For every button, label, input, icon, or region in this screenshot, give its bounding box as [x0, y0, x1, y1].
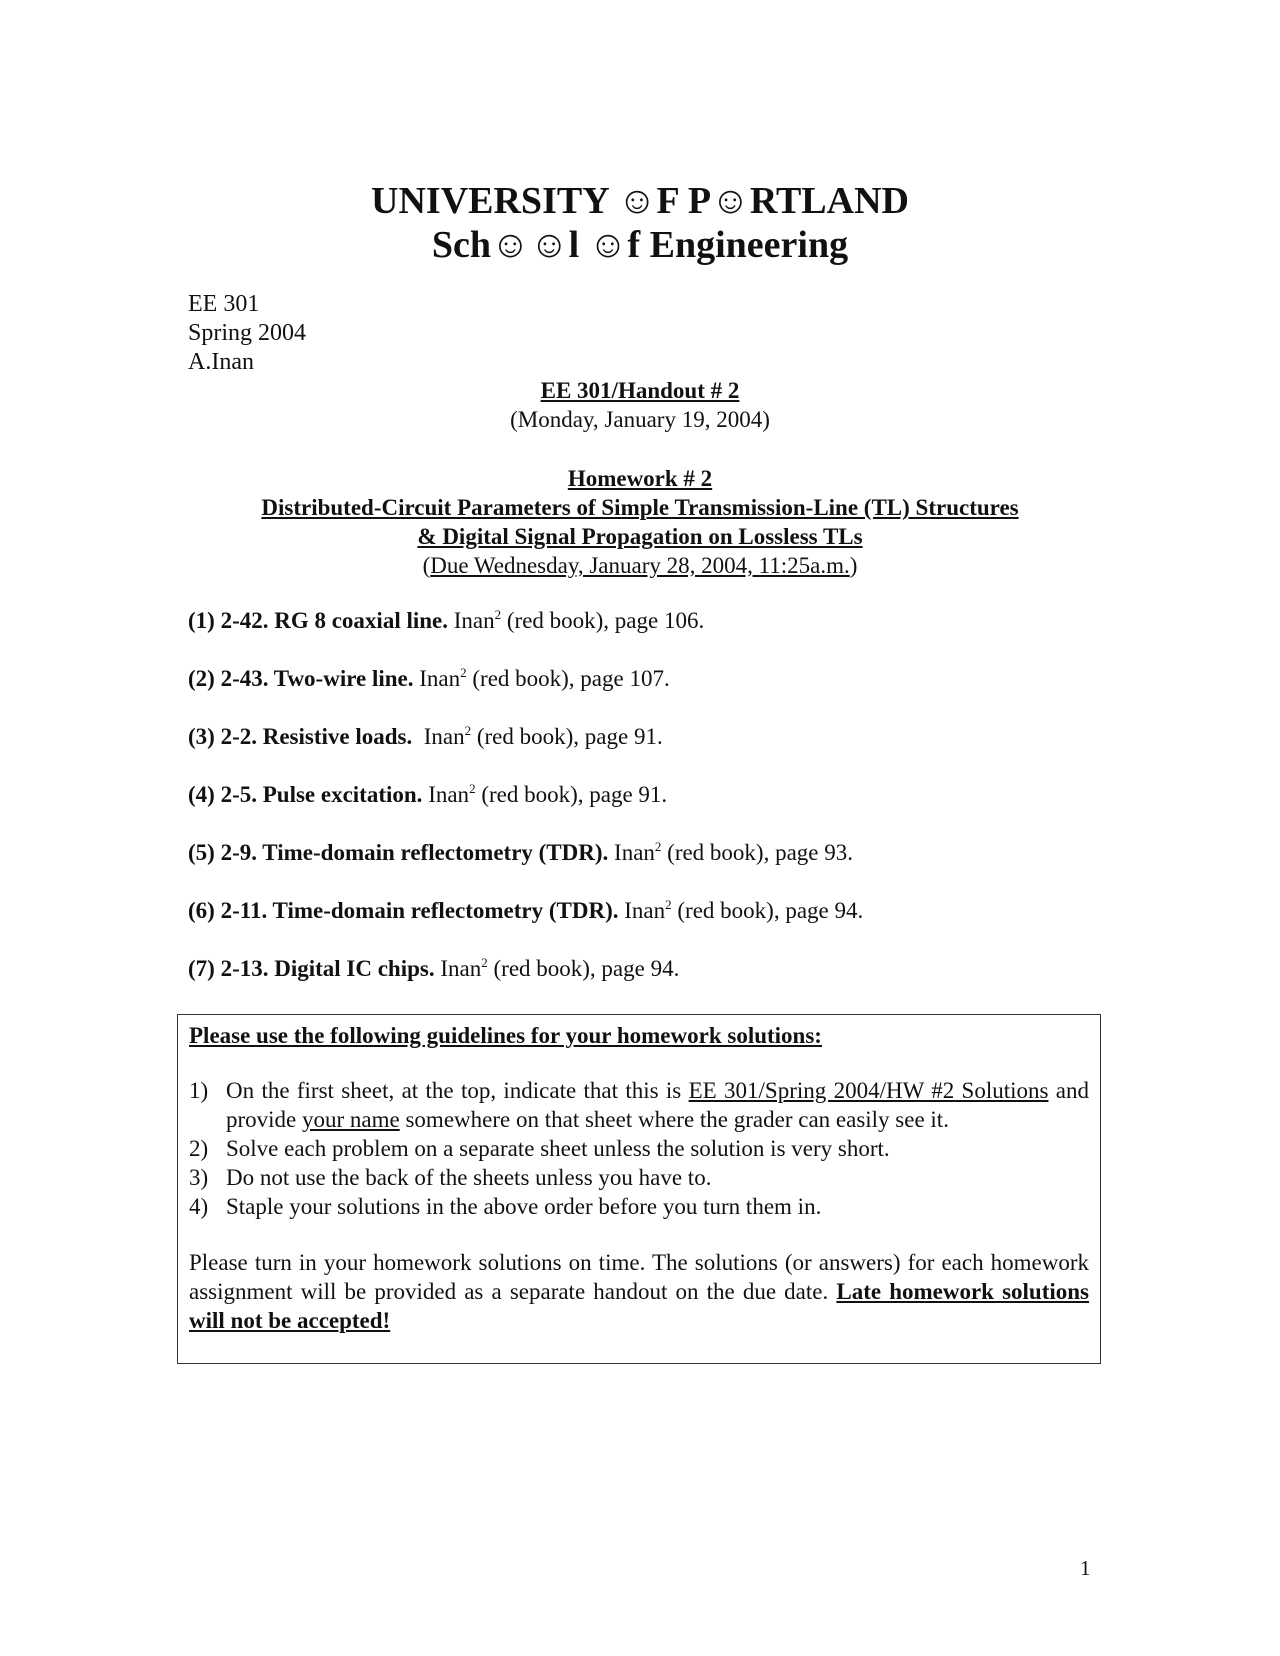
due-date-line: (Due Wednesday, January 28, 2004, 11:25a.m.)	[422, 553, 858, 578]
guidelines-box	[177, 1014, 1101, 1364]
course-code: EE 301	[188, 291, 260, 317]
course-info	[188, 290, 306, 377]
closing-note: Please turn in your homework solutions on time. The solutions (or answers) for each homework assignment will be provided as a separate handout on the due date. Late homework solutions will not be accepted!	[189, 1250, 1090, 1333]
problem-item: (4) 2-5. Pulse excitation. Inan$^2$ (red book), page 91.	[188, 781, 668, 807]
instructor-name: A.Inan	[188, 349, 254, 375]
due-date: Due Wednesday, January 28, 2004, 11:25a.m.	[430, 553, 850, 578]
problem-item: (1) 2-42. RG 8 coaxial line. Inan$^2$ (red book), page 106.	[188, 607, 705, 633]
homework-title: Homework # 2	[567, 466, 713, 491]
homework-block	[0, 464, 1280, 580]
guidelines-list	[189, 1076, 1089, 1221]
problem-item: (2) 2-43. Two-wire line. Inan$^2$ (red book), page 107.	[188, 665, 670, 691]
guidelines-heading: Please use the following guidelines for your homework solutions:	[189, 1023, 822, 1048]
handout-title: EE 301/Handout # 2	[540, 378, 740, 403]
guideline-item: 3) Do not use the back of the sheets unless you have to.	[189, 1165, 712, 1190]
guideline-item: 2) Solve each problem on a separate sheet unless the solution is very short.	[189, 1136, 890, 1161]
homework-subtitle-1: Distributed-Circuit Parameters of Simple Transmission-Line (TL) Structures	[261, 495, 1019, 520]
problem-item: (5) 2-9. Time-domain reflectometry (TDR). Inan$^2$ (red book), page 93.	[188, 839, 854, 865]
guideline-item: 4) Staple your solutions in the above order before you turn them in.	[189, 1194, 822, 1219]
school-title: Sch☺☺l ☺f Engineering	[431, 224, 849, 266]
page-number: 1	[1080, 1556, 1091, 1580]
problem-item: (6) 2-11. Time-domain reflectometry (TDR). Inan$^2$ (red book), page 94.	[188, 897, 864, 923]
handout-date: (Monday, January 19, 2004)	[510, 407, 770, 432]
university-title: UNIVERSITY ☺F P☺RTLAND	[371, 180, 909, 222]
problem-list	[188, 606, 1108, 1012]
course-term: Spring 2004	[188, 320, 307, 346]
handout-block	[0, 376, 1280, 434]
late-policy: Late homework solutions will not be accepted!	[189, 1279, 1090, 1333]
problem-item: (3) 2-2. Resistive loads. Inan$^2$ (red book), page 91.	[188, 723, 663, 749]
problem-item: (7) 2-13. Digital IC chips. Inan$^2$ (red book), page 94.	[188, 955, 680, 981]
guideline-item: 1) On the first sheet, at the top, indicate that this is EE 301/Spring 2004/HW #2 Solutions and provide your name somewhere on that sheet where the grader can easily see it.	[189, 1078, 1089, 1132]
homework-subtitle-2: & Digital Signal Propagation on Lossless TLs	[417, 524, 863, 549]
